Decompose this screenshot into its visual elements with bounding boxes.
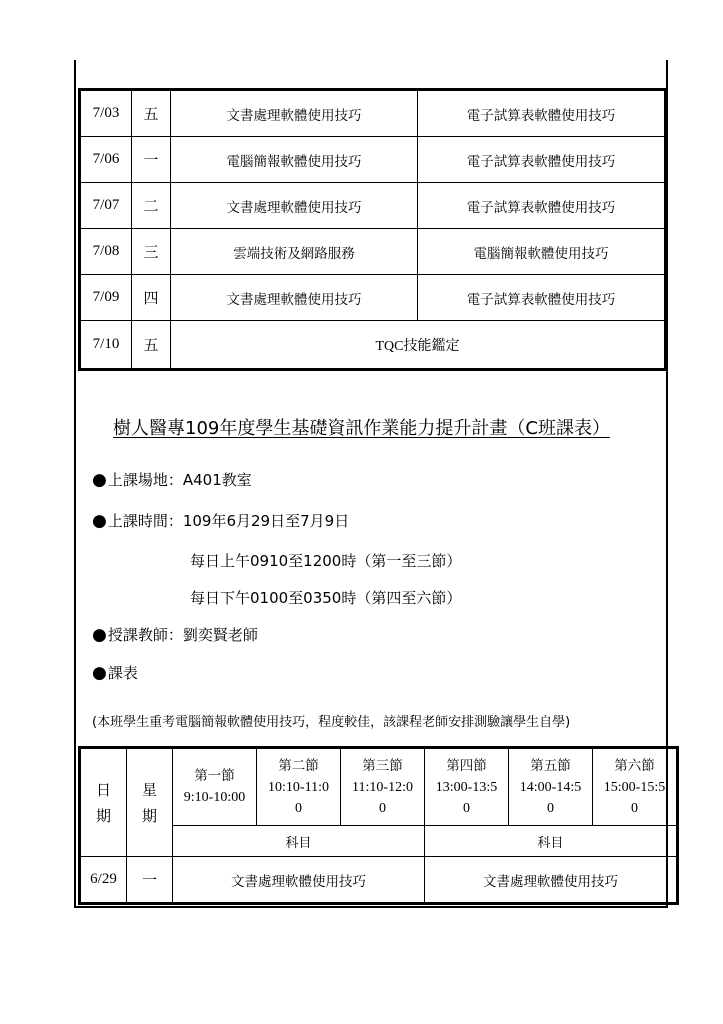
table-row bbox=[80, 90, 666, 137]
teacher-text: 授課教師：劉奕賢老師 bbox=[107, 626, 258, 644]
header-row bbox=[80, 748, 678, 826]
morning-subject-cell: 雲端技術及網路服務 bbox=[171, 229, 418, 275]
morning-hours-text: 每日上午0910至1200時（第一至三節） bbox=[190, 552, 462, 570]
morning-subject-cell: 文書處理軟體使用技巧 bbox=[171, 90, 418, 137]
date-cell: 7/08 bbox=[80, 229, 132, 275]
teacher-line bbox=[92, 624, 258, 645]
day-cell: 五 bbox=[132, 90, 171, 137]
afternoon-subject-cell: 電子試算表軟體使用技巧 bbox=[418, 275, 666, 321]
day-cell: 三 bbox=[132, 229, 171, 275]
date-cell: 7/03 bbox=[80, 90, 132, 137]
schedule-label: 課表 bbox=[107, 664, 138, 682]
date-header: 日 期 bbox=[80, 748, 127, 857]
bullet-icon: ● bbox=[92, 663, 107, 683]
afternoon-subject-cell: 文書處理軟體使用技巧 bbox=[425, 857, 678, 904]
afternoon-subject-cell: 電子試算表軟體使用技巧 bbox=[418, 183, 666, 229]
page-title-text: 樹人醫專109年度學生基礎資訊作業能力提升計畫（C班課表） bbox=[113, 418, 610, 439]
period-header-5: 第五節 14:00-14:5 0 bbox=[509, 748, 593, 826]
date-cell: 7/06 bbox=[80, 137, 132, 183]
table-row bbox=[80, 137, 666, 183]
time-text: 上課時間：109年6月29日至7月9日 bbox=[107, 512, 350, 530]
venue-text: 上課場地：A401教室 bbox=[107, 471, 252, 489]
course-note: (本班學生重考電腦簡報軟體使用技巧，程度較佳，該課程老師安排測驗讓學生自學) bbox=[92, 715, 571, 730]
day-cell: 二 bbox=[132, 183, 171, 229]
period-header-6: 第六節 15:00-15:5 0 bbox=[593, 748, 678, 826]
afternoon-subject-label: 科目 bbox=[425, 826, 678, 857]
table-row bbox=[80, 857, 678, 904]
day-header: 星 期 bbox=[127, 748, 173, 857]
tqc-exam-cell: TQC技能鑑定 bbox=[171, 321, 666, 370]
bullet-icon: ● bbox=[92, 511, 107, 531]
morning-subject-label: 科目 bbox=[173, 826, 425, 857]
period-header-3: 第三節 11:10-12:0 0 bbox=[341, 748, 425, 826]
day-cell: 四 bbox=[132, 275, 171, 321]
date-cell: 7/09 bbox=[80, 275, 132, 321]
period-header-2: 第二節 10:10-11:0 0 bbox=[257, 748, 341, 826]
afternoon-subject-cell: 電子試算表軟體使用技巧 bbox=[418, 90, 666, 137]
venue-line bbox=[92, 469, 252, 490]
day-cell: 一 bbox=[127, 857, 173, 904]
schedule-line bbox=[92, 662, 138, 683]
morning-subject-cell: 文書處理軟體使用技巧 bbox=[173, 857, 425, 904]
date-cell: 7/10 bbox=[80, 321, 132, 370]
morning-subject-cell: 文書處理軟體使用技巧 bbox=[171, 275, 418, 321]
page-title bbox=[0, 414, 723, 440]
table-row bbox=[80, 275, 666, 321]
table-row bbox=[80, 183, 666, 229]
afternoon-hours-text: 每日下午0100至0350時（第四至六節） bbox=[190, 589, 462, 607]
morning-subject-cell: 文書處理軟體使用技巧 bbox=[171, 183, 418, 229]
date-cell: 6/29 bbox=[80, 857, 127, 904]
period-header-4: 第四節 13:00-13:5 0 bbox=[425, 748, 509, 826]
afternoon-subject-cell: 電腦簡報軟體使用技巧 bbox=[418, 229, 666, 275]
bullet-icon: ● bbox=[92, 470, 107, 490]
time-line bbox=[92, 510, 349, 531]
schedule-table-top bbox=[78, 88, 667, 371]
period-header-1: 第一節 9:10-10:00 bbox=[173, 748, 257, 826]
afternoon-subject-cell: 電子試算表軟體使用技巧 bbox=[418, 137, 666, 183]
bullet-icon: ● bbox=[92, 625, 107, 645]
table-row bbox=[80, 229, 666, 275]
morning-subject-cell: 電腦簡報軟體使用技巧 bbox=[171, 137, 418, 183]
day-cell: 五 bbox=[132, 321, 171, 370]
table-row bbox=[80, 321, 666, 370]
date-cell: 7/07 bbox=[80, 183, 132, 229]
c-class-schedule-table bbox=[78, 746, 679, 905]
day-cell: 一 bbox=[132, 137, 171, 183]
